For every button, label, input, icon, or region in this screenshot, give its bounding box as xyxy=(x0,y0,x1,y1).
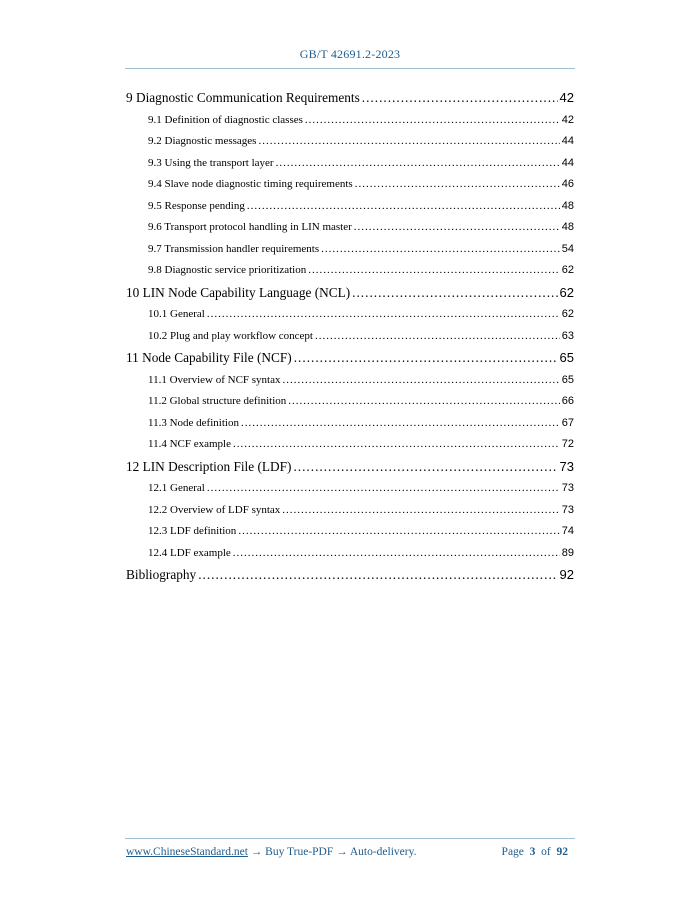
toc-entry-page-number: 62 xyxy=(561,308,574,320)
toc-section-entry[interactable] xyxy=(126,174,574,196)
toc-section-entry[interactable] xyxy=(126,543,574,565)
toc-entry-label: 9.4 Slave node diagnostic timing requirements xyxy=(148,178,353,190)
current-page-number: 3 xyxy=(529,846,536,858)
toc-section-entry[interactable] xyxy=(126,153,574,175)
toc-entry-label: 12.1 General xyxy=(148,482,205,494)
toc-section-entry[interactable] xyxy=(126,326,574,348)
toc-entry-page-number: 44 xyxy=(561,135,574,147)
toc-entry-label: 12 LIN Description File (LDF) xyxy=(126,458,292,474)
toc-entry-page-number: 73 xyxy=(561,482,574,494)
header-rule xyxy=(125,68,575,69)
toc-entry-page-number: 89 xyxy=(561,546,574,559)
toc-section-entry[interactable] xyxy=(126,521,574,543)
toc-entry-page-number: 62 xyxy=(559,284,574,300)
toc-entry-page-number: 73 xyxy=(559,458,574,474)
toc-entry-page-number: 46 xyxy=(561,178,574,190)
toc-entry-label: 9.5 Response pending xyxy=(148,199,245,212)
toc-dot-leader xyxy=(233,434,560,456)
toc-entry-page-number: 65 xyxy=(559,350,574,365)
toc-entry-page-number: 65 xyxy=(561,373,574,386)
toc-chapter-entry[interactable] xyxy=(126,456,574,479)
toc-section-entry[interactable] xyxy=(126,370,574,392)
toc-dot-leader xyxy=(294,347,558,370)
toc-entry-page-number: 42 xyxy=(559,90,574,105)
toc-section-entry[interactable] xyxy=(126,478,574,500)
toc-section-entry[interactable] xyxy=(126,413,574,435)
toc-dot-leader xyxy=(305,110,560,132)
page-counter xyxy=(502,846,568,858)
toc-dot-leader xyxy=(207,304,560,326)
footer-promo xyxy=(126,846,416,858)
toc-entry-page-number: 48 xyxy=(561,221,574,233)
toc-section-entry[interactable] xyxy=(126,304,574,326)
toc-section-entry[interactable] xyxy=(126,110,574,132)
table-of-contents xyxy=(126,87,574,587)
page-header-title: GB/T 42691.2-2023 xyxy=(299,47,401,61)
toc-entry-label: 10.2 Plug and play workflow concept xyxy=(148,329,313,342)
toc-entry-label: 11.1 Overview of NCF syntax xyxy=(148,373,281,386)
toc-section-entry[interactable] xyxy=(126,391,574,413)
toc-entry-label: Bibliography xyxy=(126,567,197,582)
toc-entry-page-number: 66 xyxy=(561,395,574,407)
toc-dot-leader xyxy=(238,521,559,543)
toc-entry-label: 11 Node Capability File (NCF) xyxy=(126,350,292,365)
toc-entry-label: 11.2 Global structure definition xyxy=(148,395,287,407)
toc-entry-page-number: 62 xyxy=(561,264,574,276)
toc-section-entry[interactable] xyxy=(126,239,574,261)
toc-section-entry[interactable] xyxy=(126,260,574,282)
toc-section-entry[interactable] xyxy=(126,500,574,522)
toc-dot-leader xyxy=(315,326,560,348)
toc-dot-leader xyxy=(362,87,558,110)
toc-entry-label: 9.6 Transport protocol handling in LIN master xyxy=(148,221,352,233)
toc-section-entry[interactable] xyxy=(126,434,574,456)
total-pages-number: 92 xyxy=(556,846,568,858)
toc-section-entry[interactable] xyxy=(126,217,574,239)
toc-entry-page-number: 63 xyxy=(561,329,574,342)
toc-dot-leader xyxy=(352,282,557,305)
toc-entry-page-number: 42 xyxy=(561,113,574,126)
toc-entry-label: 9.8 Diagnostic service prioritization xyxy=(148,264,307,276)
toc-dot-leader xyxy=(241,413,560,435)
toc-section-entry[interactable] xyxy=(126,196,574,218)
website-link[interactable]: www.ChineseStandard.net xyxy=(126,846,248,858)
toc-dot-leader xyxy=(258,131,559,153)
toc-entry-label: 11.4 NCF example xyxy=(148,438,231,450)
toc-entry-page-number: 67 xyxy=(561,416,574,429)
toc-chapter-entry[interactable] xyxy=(126,282,574,305)
toc-dot-leader xyxy=(288,391,559,413)
page-word: Page xyxy=(501,846,524,858)
toc-entry-label: 10 LIN Node Capability Language (NCL) xyxy=(126,284,351,300)
toc-dot-leader xyxy=(308,260,560,282)
toc-entry-page-number: 48 xyxy=(561,199,574,212)
toc-dot-leader xyxy=(321,239,560,261)
page-footer xyxy=(126,846,576,864)
toc-dot-leader xyxy=(355,174,560,196)
toc-entry-label: 9.2 Diagnostic messages xyxy=(148,135,257,147)
toc-dot-leader xyxy=(354,217,560,239)
toc-entry-label: 12.4 LDF example xyxy=(148,546,231,559)
toc-dot-leader xyxy=(247,196,560,218)
toc-entry-label: 12.2 Overview of LDF syntax xyxy=(148,503,281,516)
toc-dot-leader xyxy=(276,153,560,175)
toc-entry-label: 9.7 Transmission handler requirements xyxy=(148,242,320,255)
toc-entry-label: 10.1 General xyxy=(148,308,205,320)
toc-dot-leader xyxy=(207,478,560,500)
toc-chapter-entry[interactable] xyxy=(126,564,574,587)
toc-entry-page-number: 72 xyxy=(561,438,574,450)
toc-entry-page-number: 73 xyxy=(561,503,574,516)
toc-entry-label: 11.3 Node definition xyxy=(148,416,239,429)
footer-promo-text: → Buy True-PDF → Auto-delivery. xyxy=(250,846,417,858)
toc-entry-page-number: 54 xyxy=(561,242,574,255)
toc-entry-label: 9 Diagnostic Communication Requirements xyxy=(126,90,360,105)
toc-entry-page-number: 44 xyxy=(561,156,574,169)
toc-entry-label: 12.3 LDF definition xyxy=(148,525,237,537)
footer-rule xyxy=(125,838,575,839)
toc-entry-page-number: 92 xyxy=(559,567,574,582)
toc-section-entry[interactable] xyxy=(126,131,574,153)
toc-chapter-entry[interactable] xyxy=(126,87,574,110)
toc-entry-label: 9.1 Definition of diagnostic classes xyxy=(148,113,303,126)
toc-entry-page-number: 74 xyxy=(561,525,574,537)
toc-dot-leader xyxy=(282,500,559,522)
toc-entry-label: 9.3 Using the transport layer xyxy=(148,156,274,169)
toc-dot-leader xyxy=(198,564,557,587)
toc-dot-leader xyxy=(283,370,560,392)
toc-dot-leader xyxy=(233,543,560,565)
toc-chapter-entry[interactable] xyxy=(126,347,574,370)
toc-dot-leader xyxy=(293,456,557,479)
of-word: of xyxy=(541,846,551,858)
